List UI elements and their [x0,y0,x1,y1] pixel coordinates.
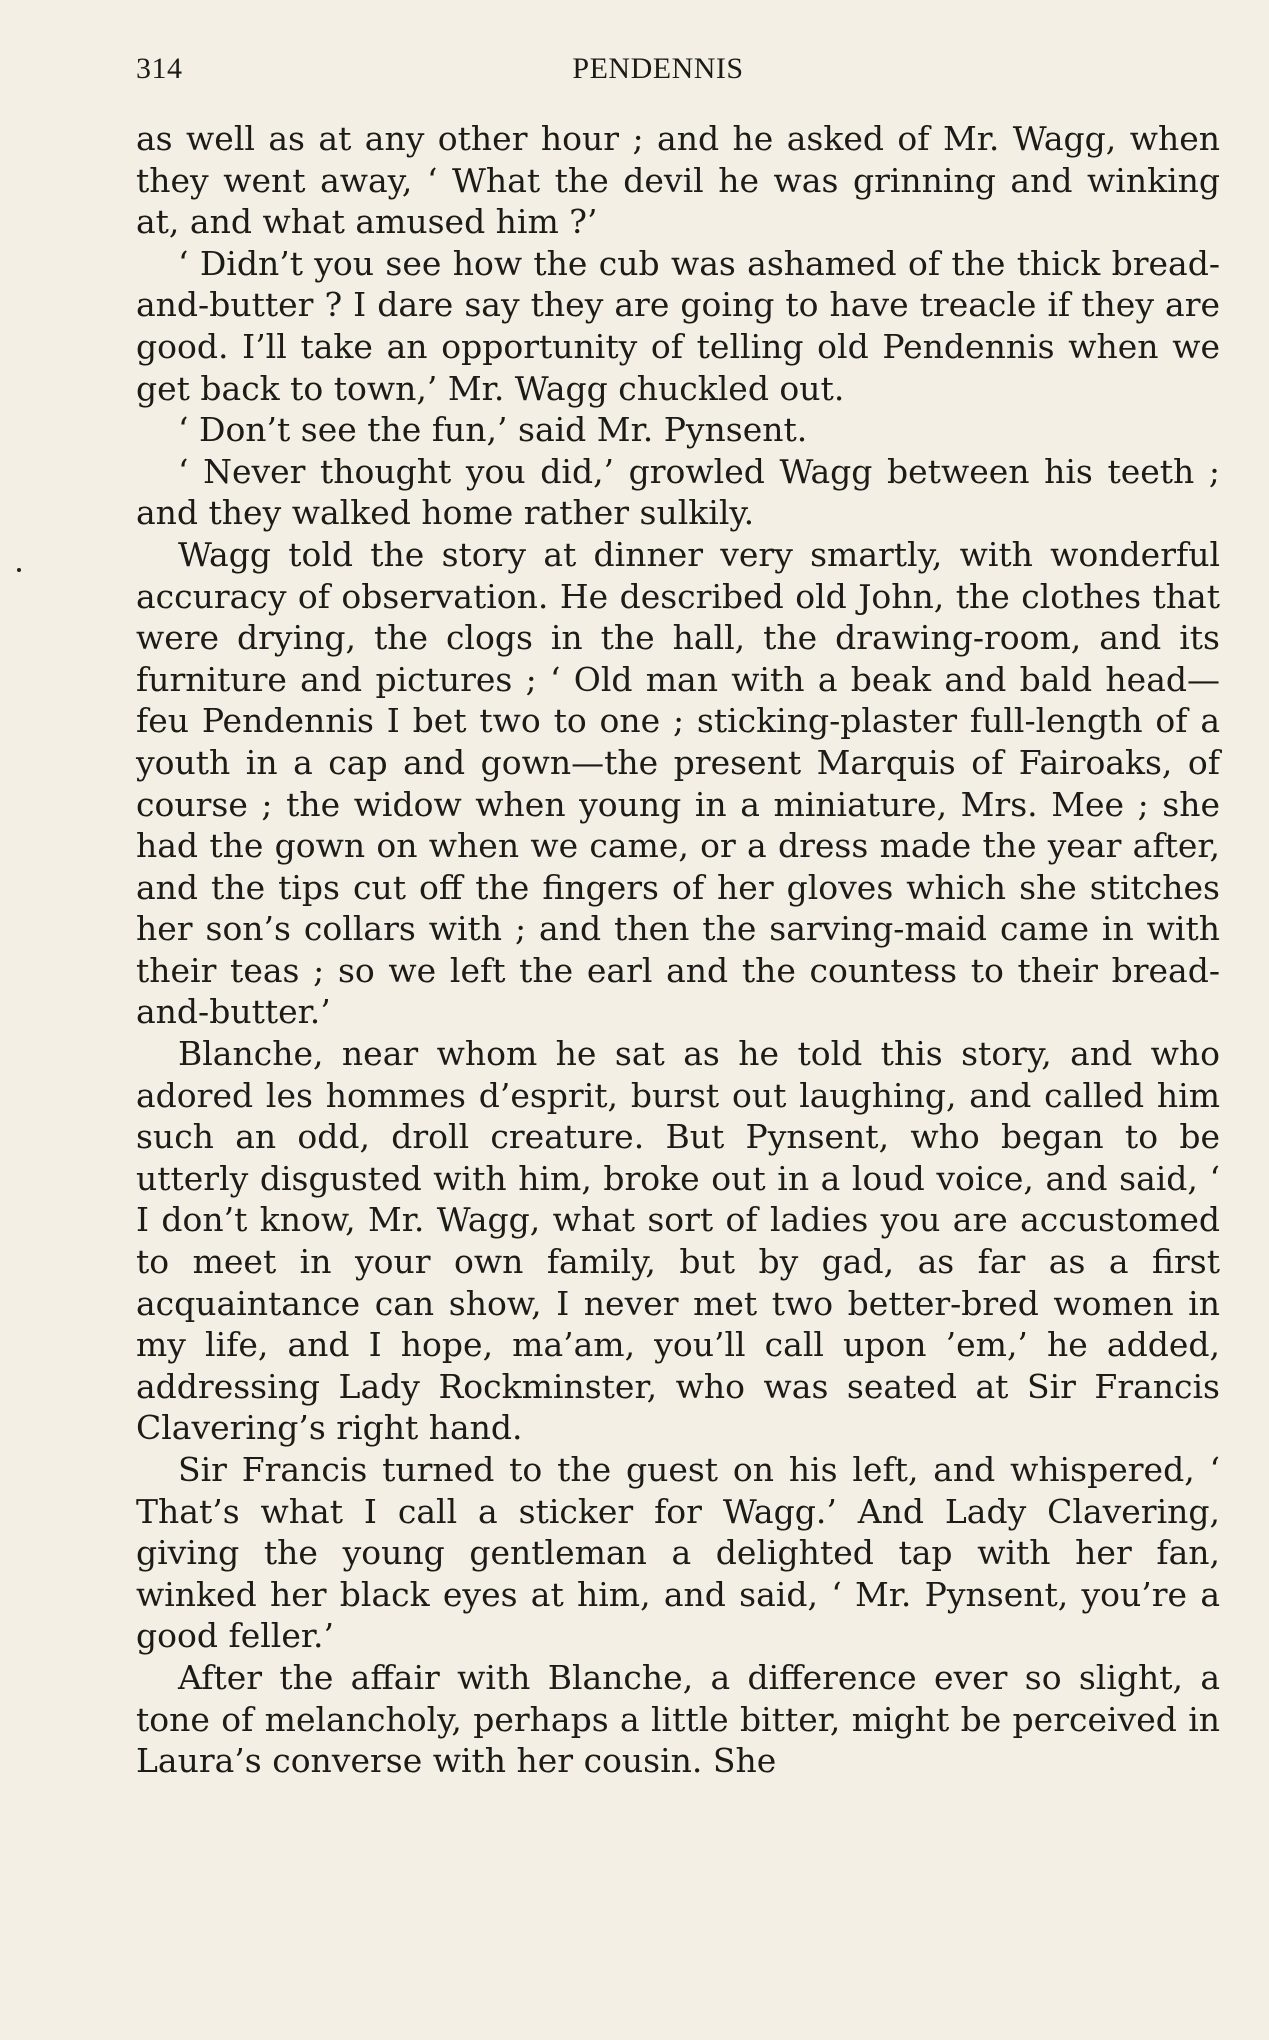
paragraph: Sir Francis turned to the guest on his left, and whispered, ‘ That’s what I call a sticker for Wagg.’ And Lady Clavering, giving the young gentleman a delighted tap with her fan, winked her black eyes at him, and said, ‘ Mr. Pynsent, you’re a good feller.’ [136,1450,1220,1656]
paragraph: ‘ Don’t see the fun,’ said Mr. Pynsent. [178,410,808,450]
paragraph: ‘ Never thought you did,’ growled Wagg between his teeth ; and they walked home rather sulkily. [136,451,1220,533]
body-text [136,118,1220,1782]
paragraph: ‘ Didn’t you see how the cub was ashamed of the thick bread-and-butter ? I dare say they are going to have treacle if they are good. I’ll take an opportunity of telling old Pendennis when we get back to town,’ Mr. Wagg chuckled out. [136,243,1220,408]
margin-speck [17,568,21,572]
paragraph: Wagg told the story at dinner very smartly, with wonderful accuracy of observation. He described old John, the clothes that were drying, the clogs in the hall, the drawing-room, and its furniture and pictures ; ‘ Old man with a beak and bald head—feu Pendennis I bet two to one ; sticking-plaster full-length of a youth in a cap and gown—the present Marquis of Fairoaks, of course ; the widow when young in a miniature, Mrs. Mee ; she had the gown on when we came, or a dress made the year after, and the tips cut off the fingers of her gloves which she stitches her son’s collars with ; and then the sarving-maid came in with their teas ; so we left the earl and the countess to their bread-and-butter.’ [136,534,1220,1032]
page-number: 314 [136,52,183,85]
paragraph: as well as at any other hour ; and he asked of Mr. Wagg, when they went away, ‘ What the devil he was grinning and winking at, and what amused him ?’ [136,119,1220,242]
paragraph: After the affair with Blanche, a difference ever so slight, a tone of melancholy, perhaps a little bitter, might be perceived in Laura’s converse with her cousin. She [136,1657,1220,1781]
paragraph: Blanche, near whom he sat as he told this story, and who adored les hommes d’esprit, burst out laughing, and called him such an odd, droll creature. But Pynsent, who began to be utterly disgusted with him, broke out in a loud voice, and said, ‘ I don’t know, Mr. Wagg, what sort of ladies you are accustomed to meet in your own family, but by gad, as far as a first acquaintance can show, I never met two better-bred women in my life, and I hope, ma’am, you’ll call upon ’em,’ he added, addressing Lady Rockminster, who was seated at Sir Francis Clavering’s right hand. [136,1034,1220,1448]
page-header [136,52,1220,102]
book-page [136,52,1220,1972]
running-title: PENDENNIS [572,52,744,85]
